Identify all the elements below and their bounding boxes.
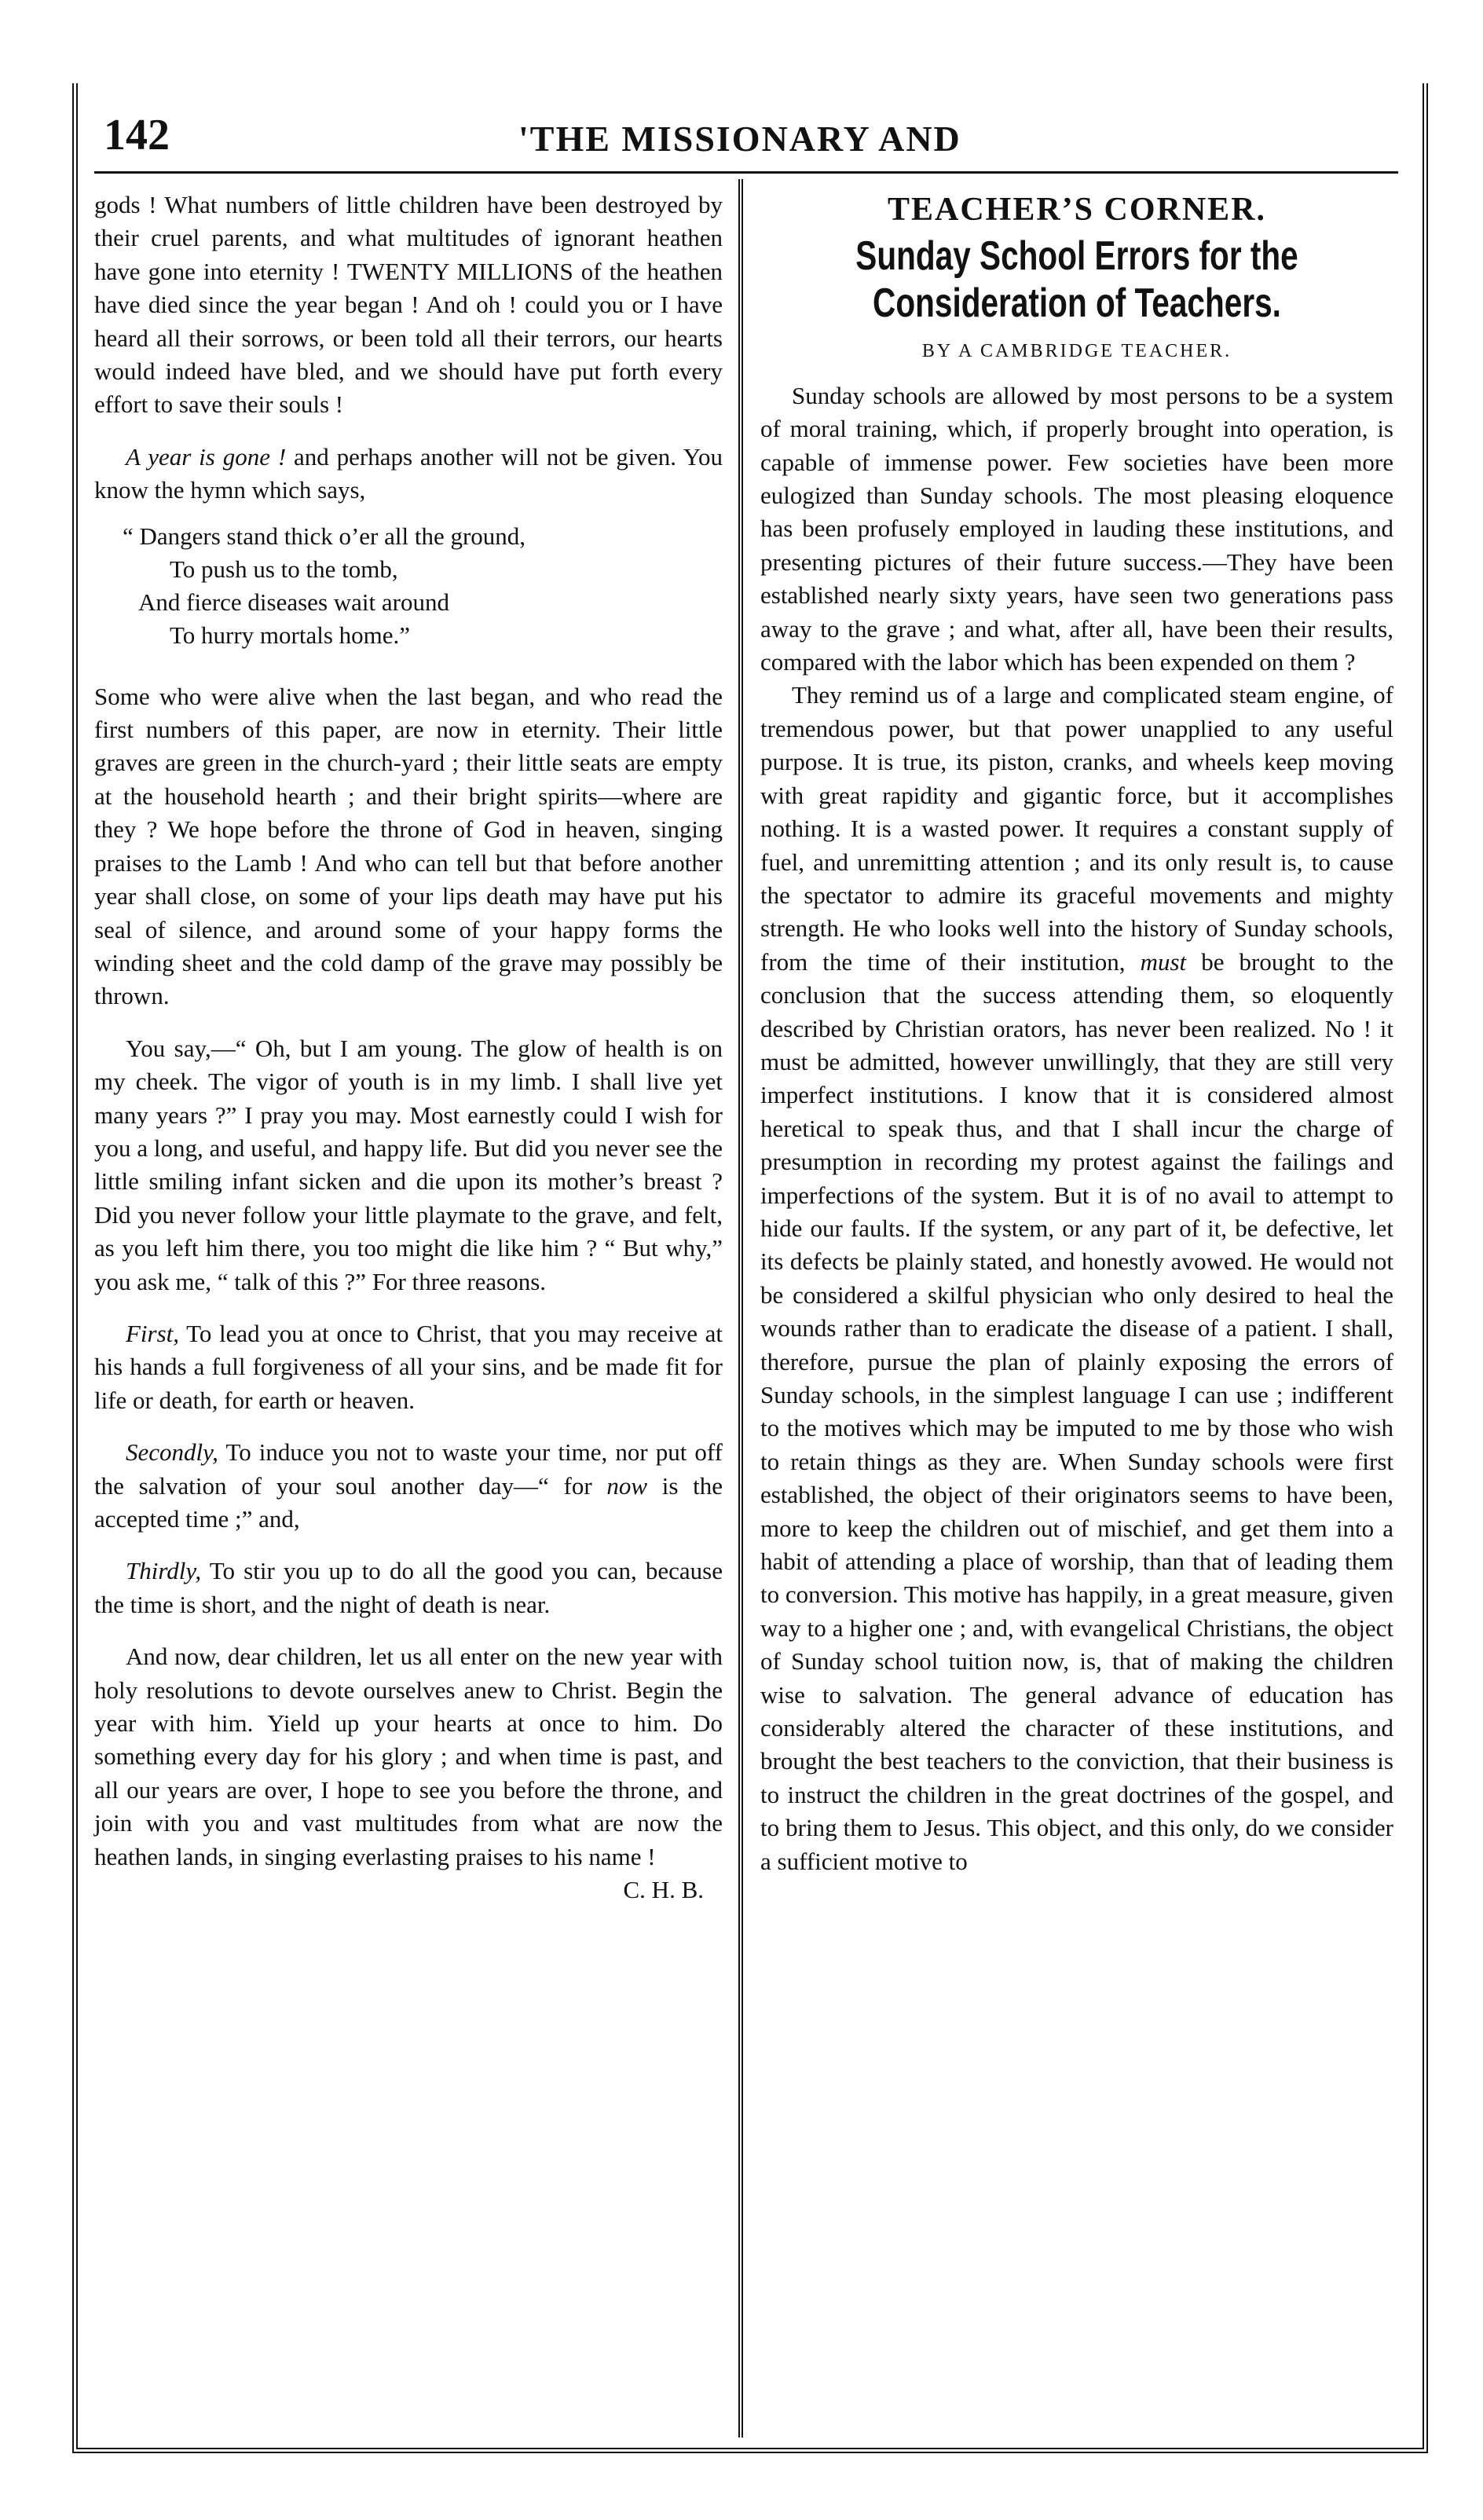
paragraph: Sunday schools are allowed by most persons to be a system of moral training, which, if properly brought into operation, is capable of immense power. Few societies have been more eulogized than Sunday schools. The most pleasing eloquence has been profusely employed in lauding these institutions, and presenting pictures of their future success.—They have been established nearly sixty years, have seen two generations pass away to the grave ; and what, after all, have been their results, compared with the labor which has been expended on them ? — [760, 381, 1393, 676]
verse-line: To push us to the tomb, — [170, 555, 398, 583]
verse-line: To hurry mortals home.” — [170, 621, 411, 649]
running-head: 'THE MISSIONARY AND — [518, 119, 961, 159]
page-header — [94, 110, 1398, 173]
paragraph — [94, 1555, 723, 1621]
paragraph-text: They remind us of a large and complicated steam engine, of tremendous power, but that power unapplied to any useful purpose. It is true, its piston, cranks, and wheels keep moving with great rapidity and gigantic force, but it accomplishes nothing. It is a wasted power. It requires a constant supply of fuel, and unremitting attention ; and its only result is, to cause the spectator to admire its graceful movements and mighty strength. He who looks well into the history of Sunday schools, from the time of their institution, — [760, 681, 1393, 976]
paragraph: gods ! What numbers of little children have been destroyed by their cruel parents, and what multitudes of ignorant heathen have gone into eternity ! TWENTY MILLIONS of the heathen have died since the year began ! And oh ! could you or I have heard all their sorrows, or been told all their terrors, our hearts would indeed have bled, and we should have put forth every effort to save their souls ! — [94, 191, 723, 419]
paragraph — [94, 1317, 723, 1417]
article-title: Sunday School Errors for the Consideration of Teachers. — [855, 233, 1298, 327]
paragraph-text: To induce you not to waste your time, nor put off the salvation of your soul another day—“ for — [94, 1438, 723, 1500]
emphasis: First, — [126, 1319, 180, 1347]
paragraph-text: To stir you up to do all the good you can, because the time is short, and the night of death is near. — [94, 1557, 723, 1618]
paragraph — [94, 441, 723, 507]
hymn-verse — [123, 520, 723, 652]
emphasis: Secondly, — [126, 1438, 218, 1467]
column-divider — [738, 179, 743, 2438]
paragraph — [94, 1436, 723, 1536]
page-number: 142 — [104, 111, 170, 159]
verse-line: And fierce diseases wait around — [138, 588, 449, 616]
byline: BY A CAMBRIDGE TEACHER. — [921, 341, 1232, 362]
paragraph-text: And now, dear children, let us all enter on the new year with holy resolutions to devote ourselves anew to Christ. Begin the year with him. Yield up your hearts at once to him. Do something every day for his glory ; and when time is past, and all our years are over, I hope to see you before the throne, and join with you and vast multitudes from what are now the heathen lands, in singing everlasting praises to his name ! — [94, 1643, 723, 1870]
paragraph: You say,—“ Oh, but I am young. The glow of health is on my cheek. The vigor of youth is in my limb. I shall live yet many years ?” I pray you may. Most earnestly could I wish for you a long, and useful, and happy life. But did you never see the little smiling infant sicken and die upon its mother’s breast ? Did you never follow your little playmate to the grave, and felt, as you left him there, you too might die like him ? “ But why,” you ask me, “ talk of this ?” For three reasons. — [94, 1034, 723, 1295]
signature: C. H. B. — [623, 1876, 704, 1904]
section-title: TEACHER’S CORNER. — [887, 192, 1267, 228]
paragraph-text: To lead you at once to Christ, that you may receive at his hands a full forgiveness of all your sins, and be made fit for life or death, for earth or heaven. — [94, 1319, 723, 1414]
emphasis: Thirdly, — [126, 1557, 202, 1585]
paragraph-text: and perhaps another will not be given. You know the hymn which says, — [94, 442, 723, 504]
paragraph — [760, 679, 1393, 1878]
left-column — [94, 189, 723, 1906]
paragraph-text: be brought to the conclusion that the success attending them, so eloquently described by Christian orators, has never been realized. No ! it must be admitted, however unwillingly, that they are still very imperfect institutions. I know that it is considered almost heretical to speak thus, and that I shall incur the charge of presumption in recording my protest against the failings and imperfections of the system. But it is of no avail to attempt to hide our faults. If the system, or any part of it, be defective, let its defects be plainly stated, and honestly avowed. He would not be considered a skilful physician who only desired to heal the wounds rather than to eradicate the disease of a patient. I shall, therefore, pursue the plan of plainly exposing the errors of Sunday schools, in the simplest language I can use ; indifferent to the motives which may be imputed to me by those who wish to retain things as they are. When Sunday schools were first established, the object of their originators seems to have been, more to keep the children out of mischief, and get them into a habit of attending a place of worship, than that of leading them to conversion. This motive has happily, in a great measure, given way to a higher one ; and, with evangelical Christians, the object of Sunday school tuition now, is, that of making the children wise to salvation. The general advance of education has considerably altered the character of these institutions, and brought the best teachers to the conviction, that their business is to instruct the children in the great doctrines of the gospel, and to bring them to Jesus. This object, and this only, do we consider a sufficient motive to — [760, 947, 1393, 1875]
right-column — [760, 189, 1393, 1897]
header-rule — [94, 171, 1398, 174]
emphasis: A year is gone ! — [126, 442, 287, 471]
paragraph — [94, 1640, 723, 1904]
paragraph-text: is the accepted time ;” and, — [94, 1471, 723, 1533]
emphasis: now — [606, 1471, 648, 1500]
emphasis: must — [1140, 947, 1187, 976]
verse-line: “ Dangers stand thick o’er all the ground, — [123, 522, 526, 550]
paragraph: Some who were alive when the last began, and who read the first numbers of this paper, are now in eternity. Their little graves are green in the church-yard ; their little seats are empty at the household hearth ; and their bright spirits—where are they ? We hope before the throne of God in heaven, singing praises to the Lamb ! And who can tell but that before another year shall close, on some of your lips death may have put his seal of silence, and around some of your happy forms the winding sheet and the cold damp of the grave may possibly be thrown. — [94, 682, 723, 1010]
